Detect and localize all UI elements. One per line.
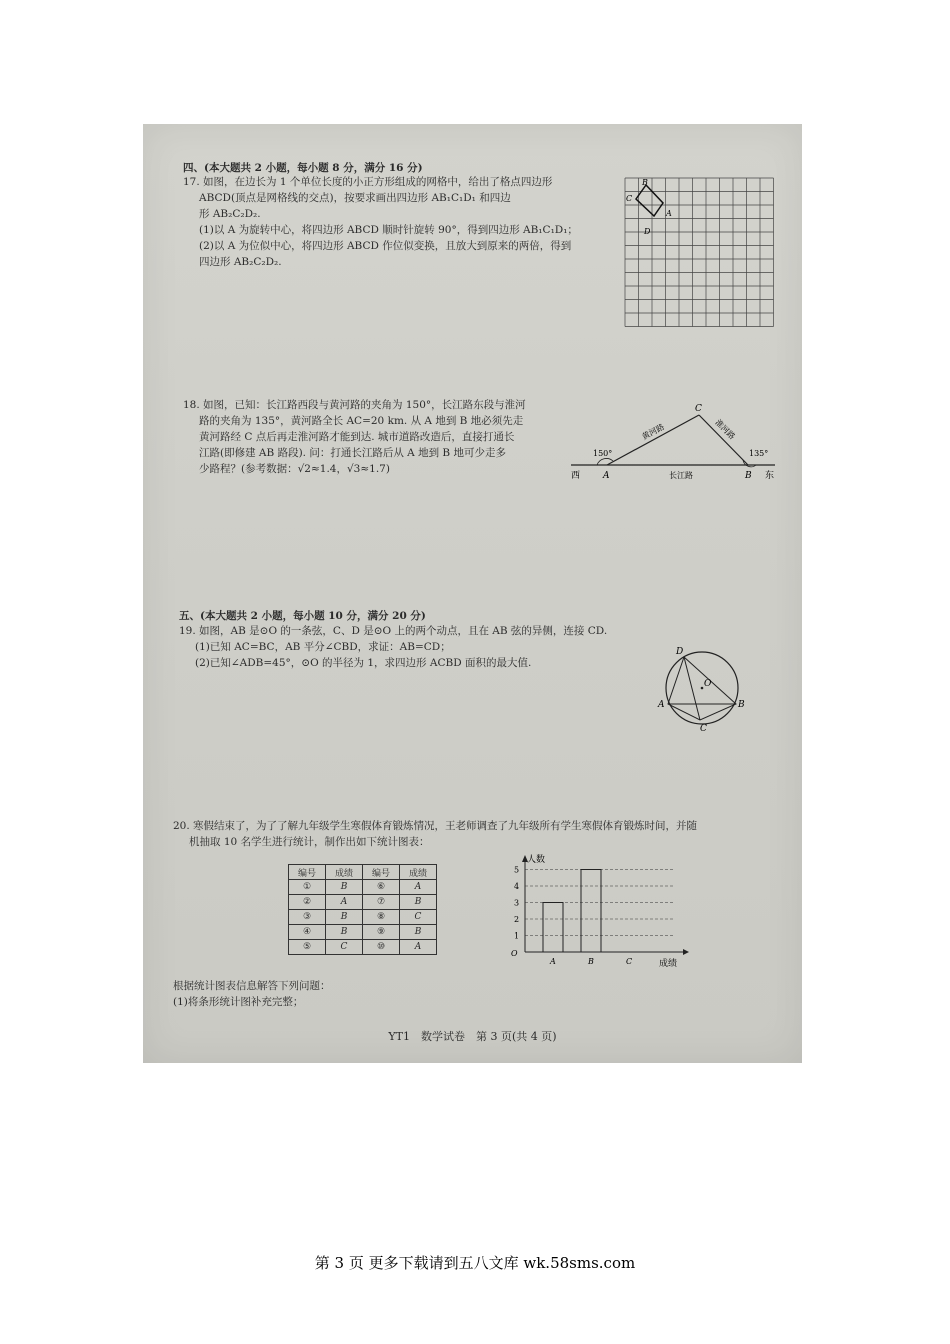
x-axis-label: 成绩	[659, 959, 678, 969]
label-west: 西	[571, 471, 581, 481]
y-tick-label: 2	[514, 915, 520, 924]
q17-line: (1)以 A 为旋转中心，将四边形 ABCD 顺时针旋转 90°，得到四边形 AB₁C₁D₁；	[199, 224, 578, 236]
scanned-exam-page	[143, 124, 802, 1063]
q17-line: (2)以 A 为位似中心，将四边形 ABCD 作位似变换，且放大到原来的两倍，得到	[199, 240, 572, 252]
q17-text	[183, 174, 623, 270]
label-huaihe: 淮河路	[713, 417, 737, 442]
table-cell: B	[326, 910, 363, 925]
q18-line: 黄河路经 C 点后再走淮河路才能到达. 城市道路改造后，直接打通长	[199, 431, 515, 443]
label-c: C	[626, 194, 633, 203]
table-cell: ③	[289, 910, 326, 925]
label-east: 东	[765, 471, 775, 481]
q20-line: 机抽取 10 名学生进行统计，制作出如下统计图表：	[189, 836, 430, 848]
y-tick-label: 1	[514, 931, 520, 941]
huanghe-road	[607, 415, 699, 465]
bar-b	[581, 870, 601, 953]
label-huanghe: 黄河路	[640, 422, 666, 442]
bar-chart	[505, 852, 695, 970]
q17-line: 形 AB₂C₂D₂.	[199, 208, 261, 220]
label-o: O	[704, 679, 712, 689]
q18-line: 少路程？(参考数据：√2≈1.4，√3≈1.7)	[199, 463, 390, 475]
y-tick-label: 5	[514, 865, 520, 875]
q19-line: (2)已知∠ADB=45°，⊙O 的半径为 1，求四边形 ACBD 面积的最大值.	[195, 657, 532, 669]
label-c: C	[700, 724, 707, 734]
table-header: 编号	[363, 865, 400, 880]
document-footer: 第 3 页 更多下载请到五八文库 wk.58sms.com	[314, 1254, 636, 1272]
segment-cd	[684, 657, 700, 720]
section4-title: 四、(本大题共 2 小题，每小题 8 分，满分 16 分)	[183, 162, 423, 174]
q20-line: 20. 寒假结束了，为了了解九年级学生寒假体育锻炼情况，王老师调查了九年级所有学生寒假体育锻炼时间，并随	[173, 820, 698, 832]
table-row	[289, 925, 437, 940]
table-cell: C	[400, 910, 437, 925]
x-axis-arrow	[683, 949, 689, 955]
q20-text	[173, 818, 793, 850]
label-a: A	[603, 471, 610, 481]
table-header-row	[289, 865, 437, 880]
x-tick-label: C	[626, 957, 633, 966]
table-cell: ①	[289, 880, 326, 895]
section5-title: 五、(本大题共 2 小题，每小题 10 分，满分 20 分)	[179, 610, 426, 622]
x-tick-label: B	[588, 957, 594, 966]
table-cell: A	[400, 940, 437, 955]
bar-a	[543, 903, 563, 953]
q18-road-diagram	[563, 399, 783, 484]
label-d: D	[676, 647, 684, 657]
table-cell: ⑥	[363, 880, 400, 895]
q17-line: 17. 如图，在边长为 1 个单位长度的小正方形组成的网格中，给出了格点四边形	[183, 176, 553, 188]
table-row	[289, 880, 437, 895]
q20-after-line: (1)将条形统计图补充完整；	[173, 996, 304, 1008]
angle-arc-150	[597, 458, 613, 465]
q17-line: ABCD(顶点是网格线的交点)，按要求画出四边形 AB₁C₁D₁ 和四边	[199, 192, 511, 204]
label-b: B	[642, 178, 648, 187]
table-row	[289, 910, 437, 925]
table-header: 成绩	[400, 865, 437, 880]
label-a: A	[658, 700, 665, 710]
table-cell: B	[400, 925, 437, 940]
label-a: A	[666, 209, 672, 218]
q18-line: 18. 如图，已知：长江路西段与黄河路的夹角为 150°，长江路东段与淮河	[183, 399, 526, 411]
table-header: 编号	[289, 865, 326, 880]
table-cell: ⑩	[363, 940, 400, 955]
q18-line: 江路(即修建 AB 路段). 问：打通长江路后从 A 地到 B 地可少走多	[199, 447, 506, 459]
q18-text	[183, 397, 573, 477]
table-cell: ⑤	[289, 940, 326, 955]
table-cell: ④	[289, 925, 326, 940]
table-cell: ⑦	[363, 895, 400, 910]
q19-line: (1)已知 AC=BC，AB 平分∠CBD，求证：AB=CD；	[195, 641, 451, 653]
label-d: D	[644, 227, 651, 236]
label-changjiang: 长江路	[669, 471, 693, 480]
label-c: C	[695, 404, 702, 414]
table-header: 成绩	[326, 865, 363, 880]
q19-line: 19. 如图，AB 是⊙O 的一条弦，C、D 是⊙O 上的两个动点，且在 AB 弦的异侧，连接 CD.	[179, 625, 608, 637]
score-table	[288, 864, 437, 955]
q20-after-line: 根据统计图表信息解答下列问题：	[173, 980, 331, 992]
y-tick-label: 3	[514, 898, 520, 908]
table-cell: ②	[289, 895, 326, 910]
table-cell: ⑨	[363, 925, 400, 940]
q17-grid-figure	[623, 176, 779, 328]
table-cell: B	[326, 880, 363, 895]
table-row	[289, 895, 437, 910]
quadrilateral-abcd	[636, 185, 663, 216]
q17-line: 四边形 AB₂C₂D₂.	[199, 256, 282, 268]
q20-after	[173, 978, 331, 1010]
q19-circle-figure	[656, 642, 746, 734]
x-tick-label: A	[550, 957, 556, 966]
origin-label: O	[511, 949, 518, 958]
center-point	[701, 687, 704, 690]
table-cell: A	[400, 880, 437, 895]
table-cell: B	[326, 925, 363, 940]
label-135: 135°	[749, 449, 769, 458]
table-cell: ⑧	[363, 910, 400, 925]
page-footer: YT1 数学试卷 第 3 页(共 4 页)	[388, 1030, 557, 1043]
label-150: 150°	[593, 449, 613, 458]
q18-line: 路的夹角为 135°，黄河路全长 AC=20 km. 从 A 地到 B 地必须先走	[199, 415, 524, 427]
table-cell: B	[400, 895, 437, 910]
table-cell: C	[326, 940, 363, 955]
angle-arc-135	[743, 460, 756, 467]
y-tick-label: 4	[514, 882, 520, 891]
label-b: B	[745, 471, 752, 481]
y-axis-label: 人数	[527, 855, 546, 865]
table-row	[289, 940, 437, 955]
table-cell: A	[326, 895, 363, 910]
label-b: B	[738, 700, 745, 710]
